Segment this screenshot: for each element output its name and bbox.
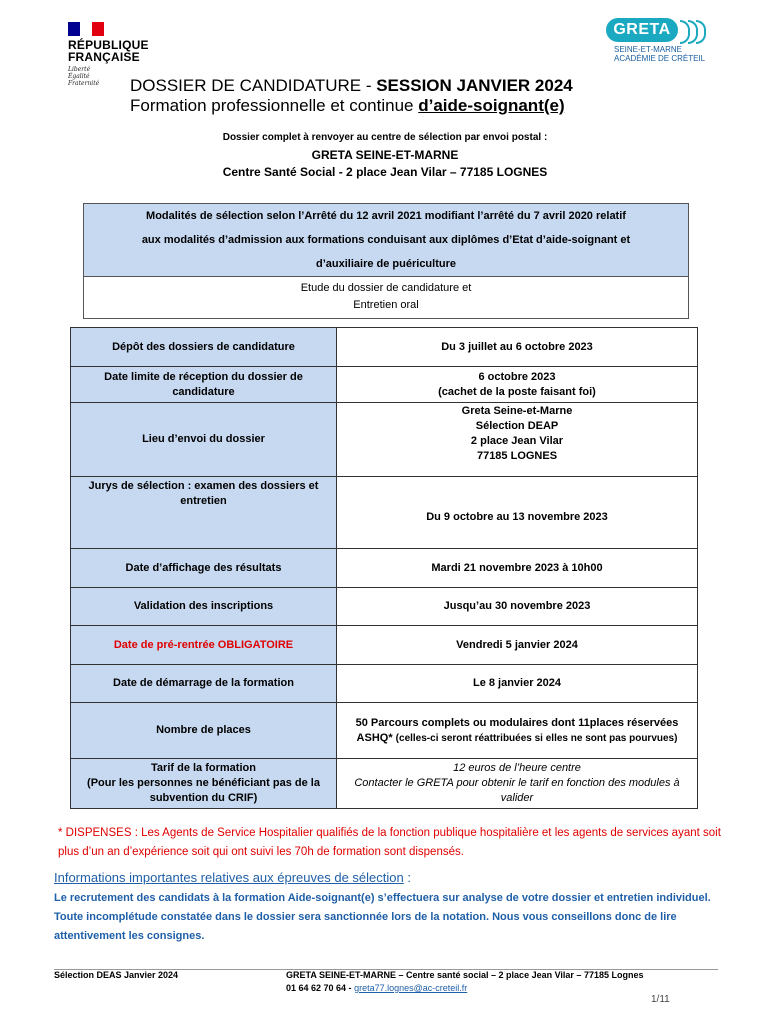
row-label: Date de démarrage de la formation [71,665,337,703]
footer-address: GRETA SEINE-ET-MARNE – Centre santé social – 2 place Jean Vilar – 77185 Lognes [286,970,644,980]
row-value-line: 2 place Jean Vilar [470,435,564,447]
rf-motto-3: Fraternité [68,80,100,87]
document-subtitle [130,96,565,116]
row-label: Date de pré-rentrée OBLIGATOIRE [71,626,337,665]
row-value-line: (celles-ci seront réattribuées si elles ne sont pas pourvues) [395,732,678,744]
row-label: Jurys de sélection : examen des dossiers et entretien [71,477,337,549]
row-label [71,759,337,809]
greta-logo [606,18,716,68]
info-heading-text: Informations importantes relatives aux épreuves de sélection [54,870,404,885]
table-row [71,588,698,626]
modalites-line2: aux modalités d’admission aux formations conduisant aux diplômes d’Etat d’aide-soignant et [141,234,631,246]
rf-name-line2: FRANÇAISE [68,50,140,64]
row-label: Date d’affichage des résultats [71,549,337,588]
table-row [71,403,698,477]
row-value: Jusqu’au 30 novembre 2023 [337,588,698,626]
row-value [337,367,698,403]
row-value: Mardi 21 novembre 2023 à 10h00 [337,549,698,588]
table-row [71,626,698,665]
modalites-line1: Modalités de sélection selon l’Arrêté du 12 avril 2021 modifiant l’arrêté du 7 avril 2020 relatif [146,210,626,222]
row-label: Validation des inscriptions [71,588,337,626]
row-label: Nombre de places [71,703,337,759]
row-value [337,403,698,477]
modalites-body [84,277,688,318]
title-prefix: DOSSIER DE CANDIDATURE - [130,76,377,95]
row-label: Dépôt des dossiers de candidature [71,328,337,367]
footer-phone: 01 64 62 70 64 - [286,983,355,993]
rf-name [68,39,168,63]
row-label-line: (Pour les personnes ne bénéficiant pas de la subvention du CRIF) [87,777,320,804]
greta-subtitle [614,45,705,63]
row-value-line: 12 euros de l’heure centre [453,762,581,774]
send-address: Centre Santé Social - 2 place Jean Vilar – 77185 LOGNES [222,165,548,179]
row-label-line: Tarif de la formation [151,762,256,774]
info-body: Le recrutement des candidats à la formation Aide-soignant(e) s’effectuera sur analyse de votre dossier et entretien individuel. Toute incomplétude constatée dans le dossier sera sanctionnée lors de la notation. Nous vous conseillons donc de lire attentivement les consignes. [54,892,711,942]
send-name: GRETA SEINE-ET-MARNE [311,148,459,162]
greta-sub1: SEINE-ET-MARNE [614,45,683,54]
subtitle-prefix: Formation professionnelle et continue [130,96,419,115]
modalites-heading [84,204,688,277]
rf-motto-1: Liberté [68,66,91,73]
info-heading-colon: : [403,870,411,885]
row-value: Le 8 janvier 2024 [337,665,698,703]
table-row [71,665,698,703]
row-value-line: Contacter le GRETA pour obtenir le tarif en fonction des modules à valider [354,777,680,804]
table-row [71,477,698,549]
row-value-line: (cachet de la poste faisant foi) [438,385,596,398]
row-value-line: 77185 LOGNES [476,450,558,462]
page-number: 1/11 [651,994,670,1005]
table-row [71,549,698,588]
schedule-table [70,327,698,809]
modalites-line3: d’auxiliaire de puériculture [316,258,456,270]
greta-sub2: ACADÉMIE DE CRÉTEIL [614,54,706,63]
modalites-body2: Entretien oral [353,299,419,311]
table-row [71,759,698,809]
rf-motto-2: Égalité [68,73,90,80]
row-value [337,703,698,759]
row-value-line: 50 Parcours complets ou modulaires dont 11places réservées ASHQ* [355,716,679,744]
footer-email-link[interactable]: greta77.lognes@ac-creteil.fr [354,983,468,993]
modalites-body1: Etude du dossier de candidature et [300,282,472,294]
row-value-line: Sélection DEAP [475,420,559,432]
row-value-line: Greta Seine-et-Marne [461,405,573,417]
table-row [71,367,698,403]
footer-left: Sélection DEAS Janvier 2024 [54,970,179,980]
row-label: Date limite de réception du dossier de candidature [71,367,337,403]
row-value: Vendredi 5 janvier 2024 [337,626,698,665]
footer-contact [286,983,467,993]
greta-logo-text: GRETA [606,18,678,42]
table-row [71,328,698,367]
send-intro: Dossier complet à renvoyer au centre de sélection par envoi postal : [222,132,548,143]
row-value: Du 9 octobre au 13 novembre 2023 [337,477,698,549]
table-row [71,703,698,759]
subtitle-formation: d’aide-soignant(e) [418,96,565,115]
modalites-box [83,203,689,319]
row-value [337,759,698,809]
title-session: SESSION JANVIER 2024 [376,76,573,95]
row-value: Du 3 juillet au 6 octobre 2023 [337,328,698,367]
row-value-line: 6 octobre 2023 [478,370,556,383]
rf-name-line1: RÉPUBLIQUE [68,38,149,52]
dispenses-note: * DISPENSES : Les Agents de Service Hospitalier qualifiés de la fonction publique hospitalière et les agents de services ayant soit plus d’un an d’expérience soit qui ont suivi les 70h de formation sont dispensés. [58,827,721,858]
document-title [130,76,573,96]
row-label: Lieu d’envoi du dossier [71,403,337,477]
french-flag-icon [68,22,104,36]
info-heading [54,870,411,885]
greta-arc-icon [696,20,706,44]
